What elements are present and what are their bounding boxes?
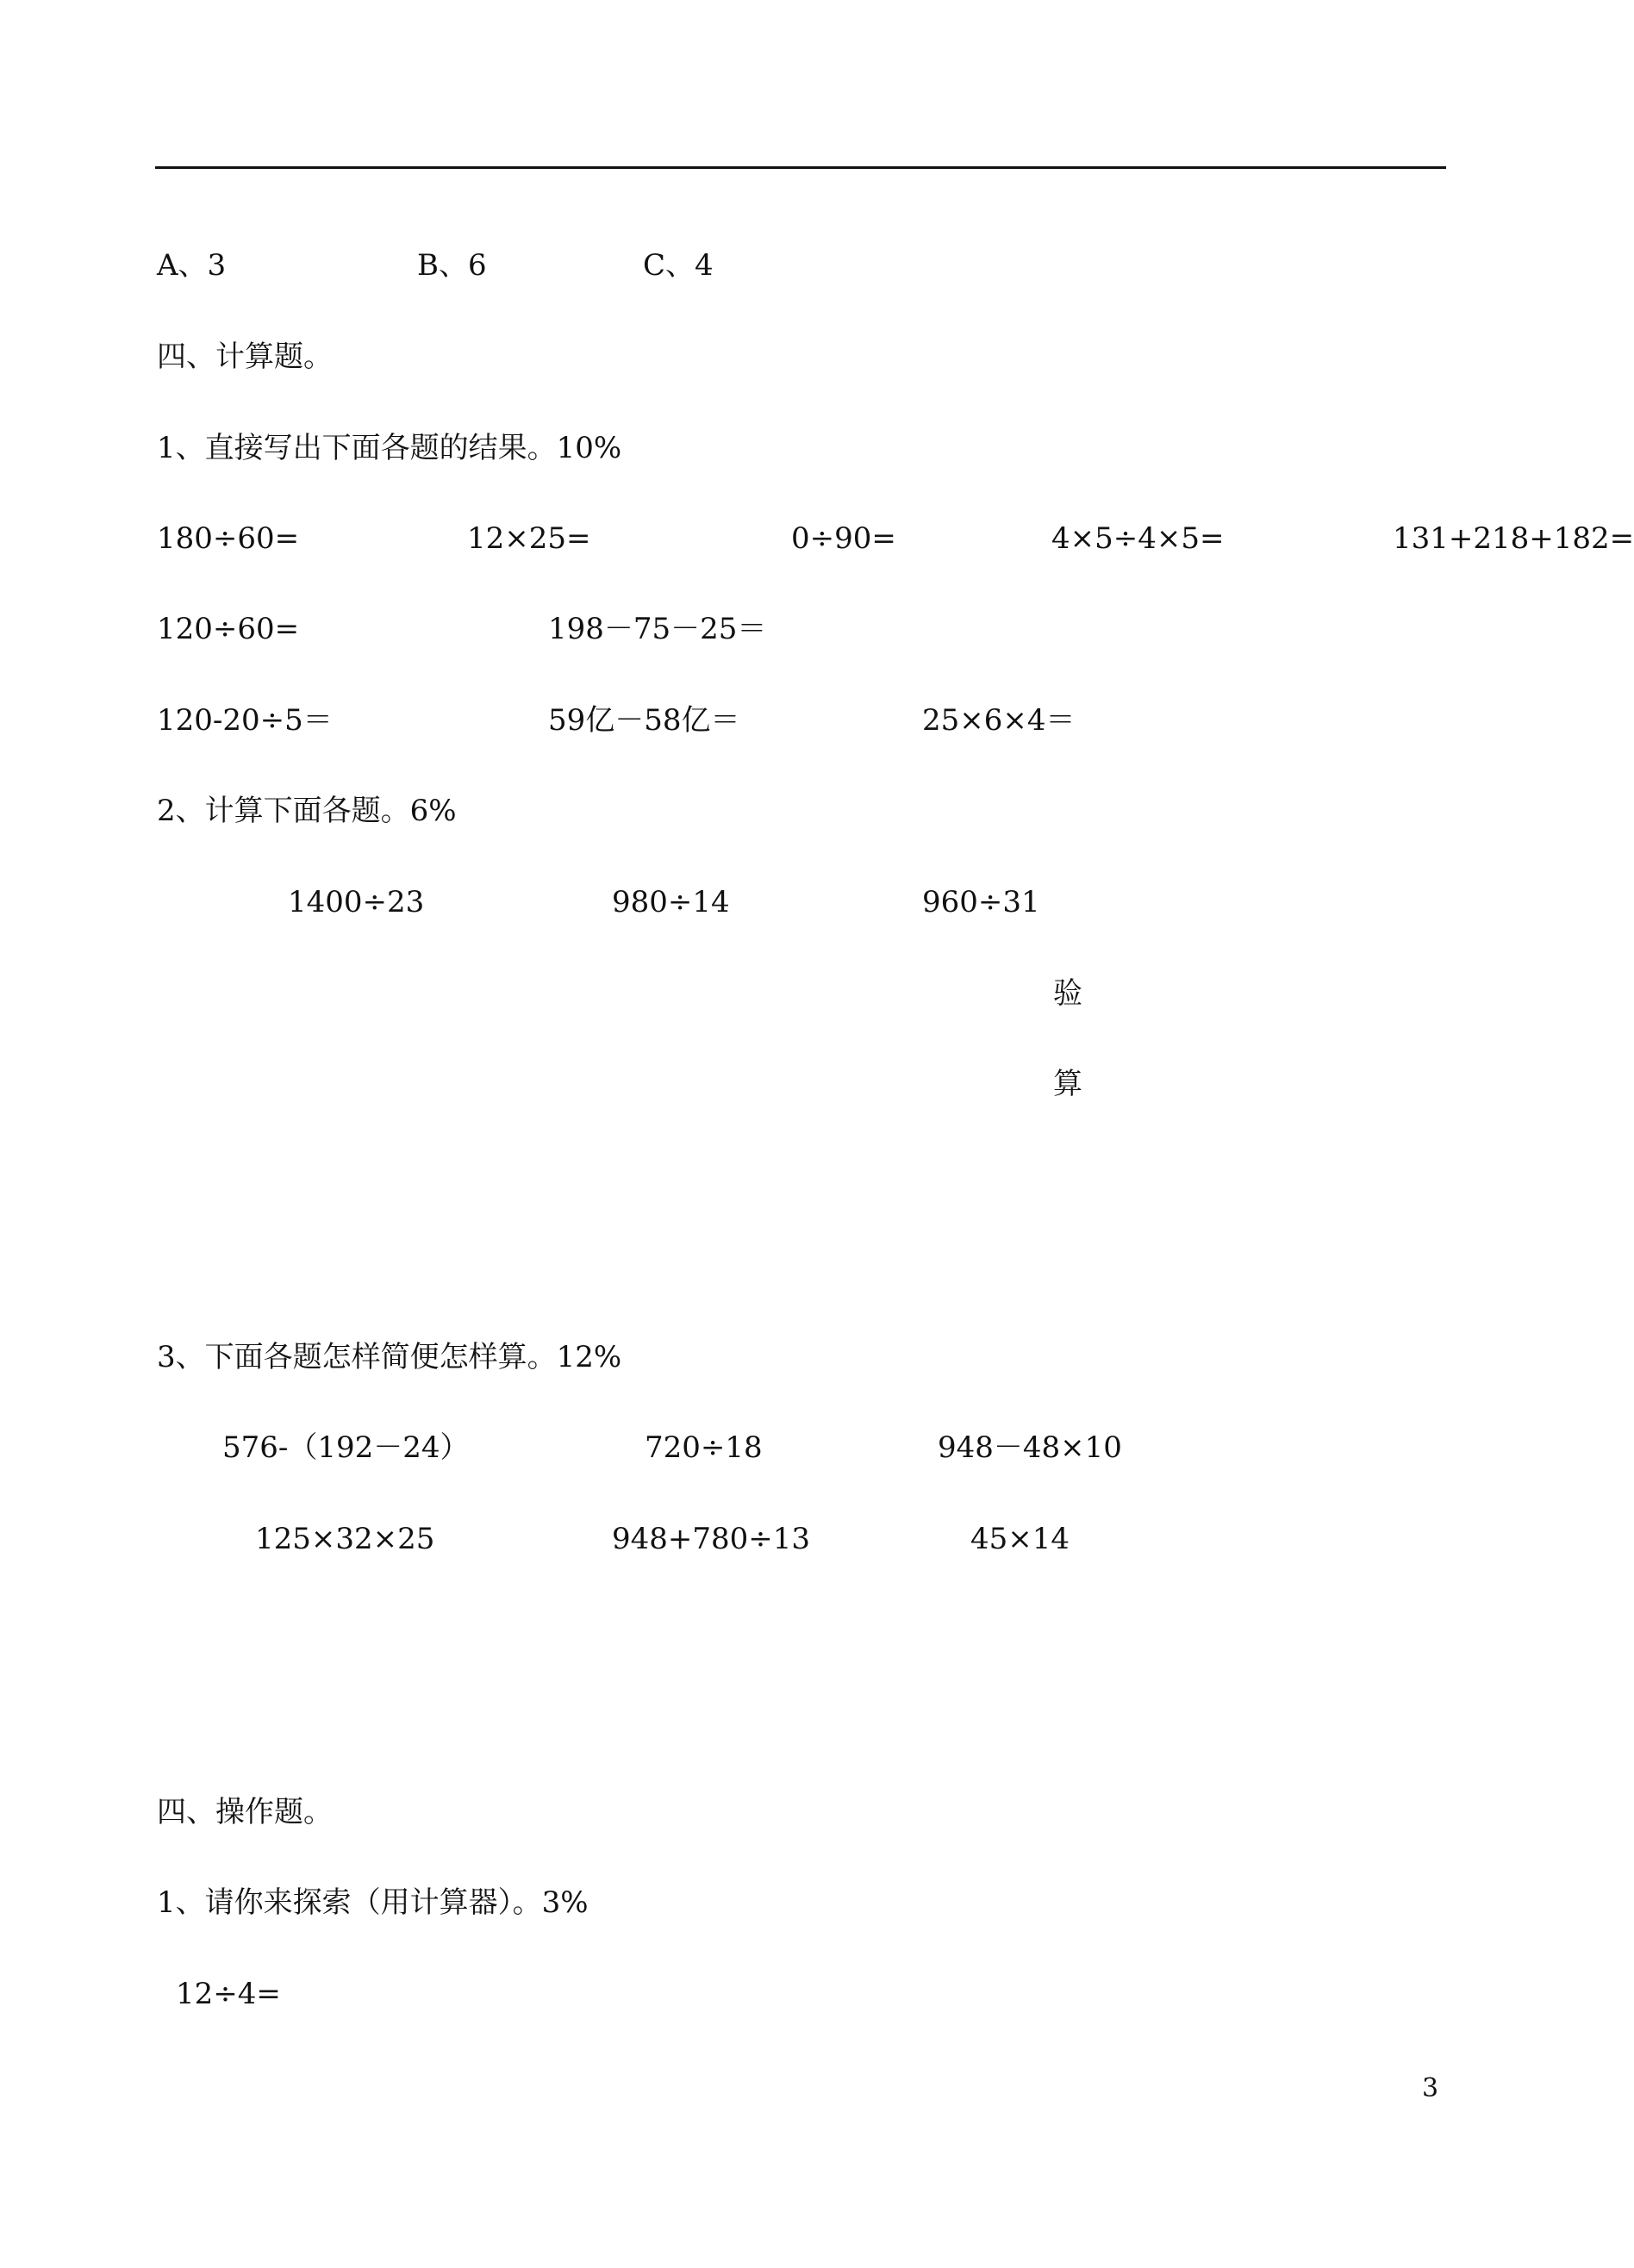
q1-item: 198－75－25＝ [548, 612, 767, 646]
q3-item: 948+780÷13 [612, 1522, 811, 1556]
q3-item: 720÷18 [645, 1430, 763, 1465]
q1-item: 120-20÷5＝ [157, 703, 333, 738]
page-number: 3 [1422, 2073, 1439, 2103]
q2-item: 960÷31 [922, 885, 1040, 919]
choice-b: B、6 [417, 248, 487, 283]
q2-item: 980÷14 [612, 885, 730, 919]
q1-item: 0÷90= [791, 521, 896, 556]
q3-item: 125×32×25 [255, 1522, 435, 1556]
choice-c: C、4 [643, 248, 714, 283]
q3-item: 576-（192－24） [222, 1430, 470, 1465]
ops-q1-title: 1、请你来探索（用计算器）。3% [157, 1885, 589, 1920]
check-label-char: 算 [1053, 1067, 1082, 1101]
section-title-calc: 四、计算题。 [157, 340, 333, 374]
q1-item: 120÷60= [157, 612, 300, 646]
q1-item: 4×5÷4×5= [1051, 521, 1225, 556]
q3-title: 3、下面各题怎样简便怎样算。12% [157, 1340, 622, 1374]
header-rule [155, 166, 1446, 169]
q1-item: 59亿－58亿＝ [548, 703, 740, 738]
choice-a: A、3 [157, 248, 227, 283]
q1-item: 25×6×4＝ [922, 703, 1076, 738]
q2-title: 2、计算下面各题。6% [157, 794, 457, 828]
q1-item: 12×25= [467, 521, 591, 556]
q1-item: 180÷60= [157, 521, 300, 556]
q3-item: 45×14 [970, 1522, 1070, 1556]
q3-item: 948－48×10 [938, 1430, 1122, 1465]
check-label-char: 验 [1053, 976, 1082, 1011]
q1-item: 131+218+182= [1393, 521, 1634, 556]
ops-q1-item: 12÷4= [176, 1977, 281, 2011]
q1-title: 1、直接写出下面各题的结果。10% [157, 431, 622, 465]
q2-item: 1400÷23 [288, 885, 425, 919]
section-title-ops: 四、操作题。 [157, 1795, 333, 1829]
